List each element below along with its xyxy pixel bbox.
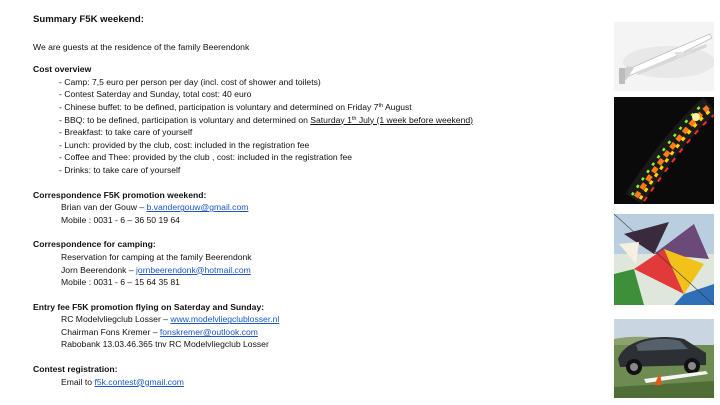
camping-contact-name: Jorn Beerendonk – [61,264,137,275]
promo-mobile: Mobile : 0031 - 6 – 36 50 19 64 [61,214,180,225]
promo-contact [33,201,603,214]
page-title: Summary F5K weekend: [33,14,144,25]
promo-section [33,189,603,227]
registration-label: Email to [61,376,95,387]
chinese-sup: th [378,102,384,109]
cost-heading: Cost overview [33,64,92,75]
club-website-link[interactable]: www.modelvliegclublosser.nl [170,314,280,325]
chairman-email-link[interactable]: fonskremer@outlook.com [159,326,258,337]
chinese-text: - Chinese buffet: to be defined, participation is voluntary and determined on Friday 7 [59,101,379,112]
cost-item-bbq [33,114,603,127]
chinese-text-end: August [383,101,412,112]
field-car-photo [614,319,714,398]
camping-line: Reservation for camping at the family Beerendonk [61,251,252,262]
cost-item: - Breakfast: to take care of yourself [59,127,193,138]
bbq-date [310,115,473,125]
bank-line: Rabobank 13.03.46.365 tnv RC Modelvliegclub Losser [61,339,269,350]
club-name: RC Modelvliegclub Losser – [61,314,171,325]
chairman-name: Chairman Fons Kremer – [61,326,160,337]
intro-text: We are guests at the residence of the family Beerendonk [33,41,250,52]
registration-line [33,376,603,389]
colorful-kite-photo [614,214,714,305]
camping-mobile: Mobile : 0031 - 6 – 15 64 35 81 [61,277,180,288]
club-line [33,313,603,326]
registration-email-link[interactable]: f5k.contest@gmail.com [94,376,184,387]
promo-contact-name: Brian van der Gouw – [61,202,147,213]
camping-contact [33,264,603,277]
bbq-sup: th [351,115,357,122]
bbq-text: - BBQ: to be defined, participation is voluntary and determined on [59,114,311,125]
night-glider-photo [614,97,714,204]
camping-email-link[interactable]: jornbeerendonk@hotmail.com [136,264,251,275]
registration-heading: Contest registration: [33,364,118,375]
cost-item: - Camp: 7,5 euro per person per day (incl. cost of shower and toilets) [59,76,321,87]
glider-photo [614,22,714,91]
camping-heading: Correspondence for camping: [33,239,156,250]
cost-item: - Lunch: provided by the club, cost: included in the registration fee [59,139,310,150]
cost-item: - Coffee and Thee: provided by the club , cost: included in the registration fee [59,152,353,163]
promo-email-link[interactable]: b.vandergouw@gmail.com [146,202,249,213]
bbq-date-day: Saturday 1 [310,114,352,125]
cost-item: - Drinks: to take care of yourself [59,164,181,175]
entry-heading: Entry fee F5K promotion flying on Saterday and Sunday: [33,301,265,312]
chairman-line [33,326,603,339]
entry-section [33,301,603,351]
camping-section [33,238,603,288]
bbq-date-rest: July (1 week before weekend) [356,114,474,125]
cost-section [33,63,603,176]
cost-item-chinese [33,101,603,114]
promo-heading: Correspondence F5K promotion weekend: [33,189,207,200]
cost-item: - Contest Saterday and Sunday, total cost: 40 euro [59,89,252,100]
registration-section [33,363,603,388]
document [33,14,603,400]
